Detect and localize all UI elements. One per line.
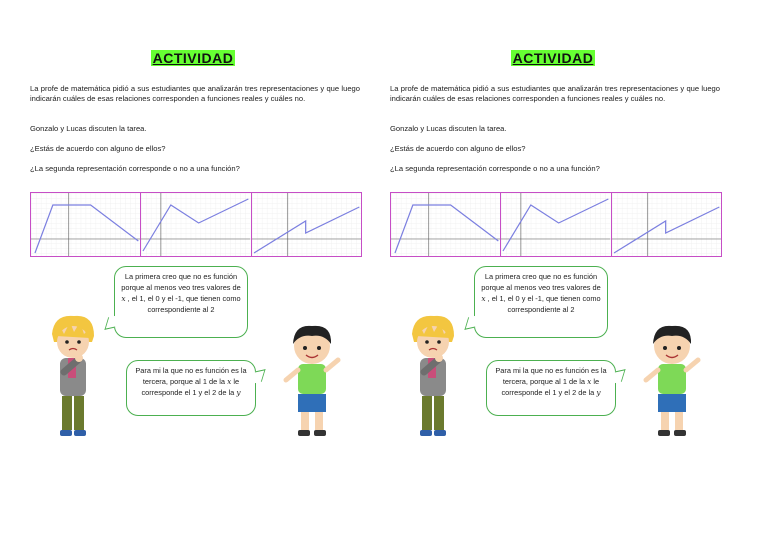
intro-paragraph: La profe de matemática pidió a sus estudiantes que analizarán tres representaciones y que luego indicarán cuáles de esas relaciones corresponden a funciones reales y cuáles no. <box>390 84 720 103</box>
graph-1 <box>31 193 141 256</box>
intro-paragraph: La profe de matemática pidió a sus estudiantes que analizarán tres representaciones y que luego indicarán cuáles de esas relaciones corresponden a funciones reales y cuáles no. <box>30 84 360 103</box>
graph-1 <box>391 193 501 256</box>
graph-3 <box>252 193 361 256</box>
worksheet-right <box>388 0 728 543</box>
question-second-representation: ¿La segunda representación corresponde o no a una función? <box>390 164 600 173</box>
graph-2 <box>141 193 251 256</box>
blond-boy-illustration <box>42 312 102 442</box>
speech-bubble-gonzalo: La primera creo que no es función porque al menos veo tres valores de x , el 1, el 0 y el -1, que tienen como correspondiente al 2 <box>474 266 608 338</box>
worksheet-left <box>28 0 368 543</box>
blond-boy-illustration <box>402 312 462 442</box>
speech-bubble-lucas: Para mi la que no es función es la tercera, porque al 1 de la x le corresponde el 1 y el 2 de la y <box>486 360 616 416</box>
question-second-representation: ¿La segunda representación corresponde o no a una función? <box>30 164 240 173</box>
speech-bubble-lucas: Para mi la que no es función es la tercera, porque al 1 de la x le corresponde el 1 y el 2 de la y <box>126 360 256 416</box>
question-agree: ¿Estás de acuerdo con alguno de ellos? <box>30 144 166 153</box>
discussion-line: Gonzalo y Lucas discuten la tarea. <box>30 124 147 133</box>
dark-haired-boy-illustration <box>640 322 704 440</box>
graphs-strip <box>390 192 722 257</box>
activity-title: ACTIVIDAD <box>152 50 234 66</box>
discussion-line: Gonzalo y Lucas discuten la tarea. <box>390 124 507 133</box>
graphs-strip <box>30 192 362 257</box>
question-agree: ¿Estás de acuerdo con alguno de ellos? <box>390 144 526 153</box>
speech-bubble-gonzalo: La primera creo que no es función porque al menos veo tres valores de x , el 1, el 0 y el -1, que tienen como correspondiente al 2 <box>114 266 248 338</box>
graph-2 <box>501 193 611 256</box>
activity-title: ACTIVIDAD <box>512 50 594 66</box>
graph-3 <box>612 193 721 256</box>
dark-haired-boy-illustration <box>280 322 344 440</box>
